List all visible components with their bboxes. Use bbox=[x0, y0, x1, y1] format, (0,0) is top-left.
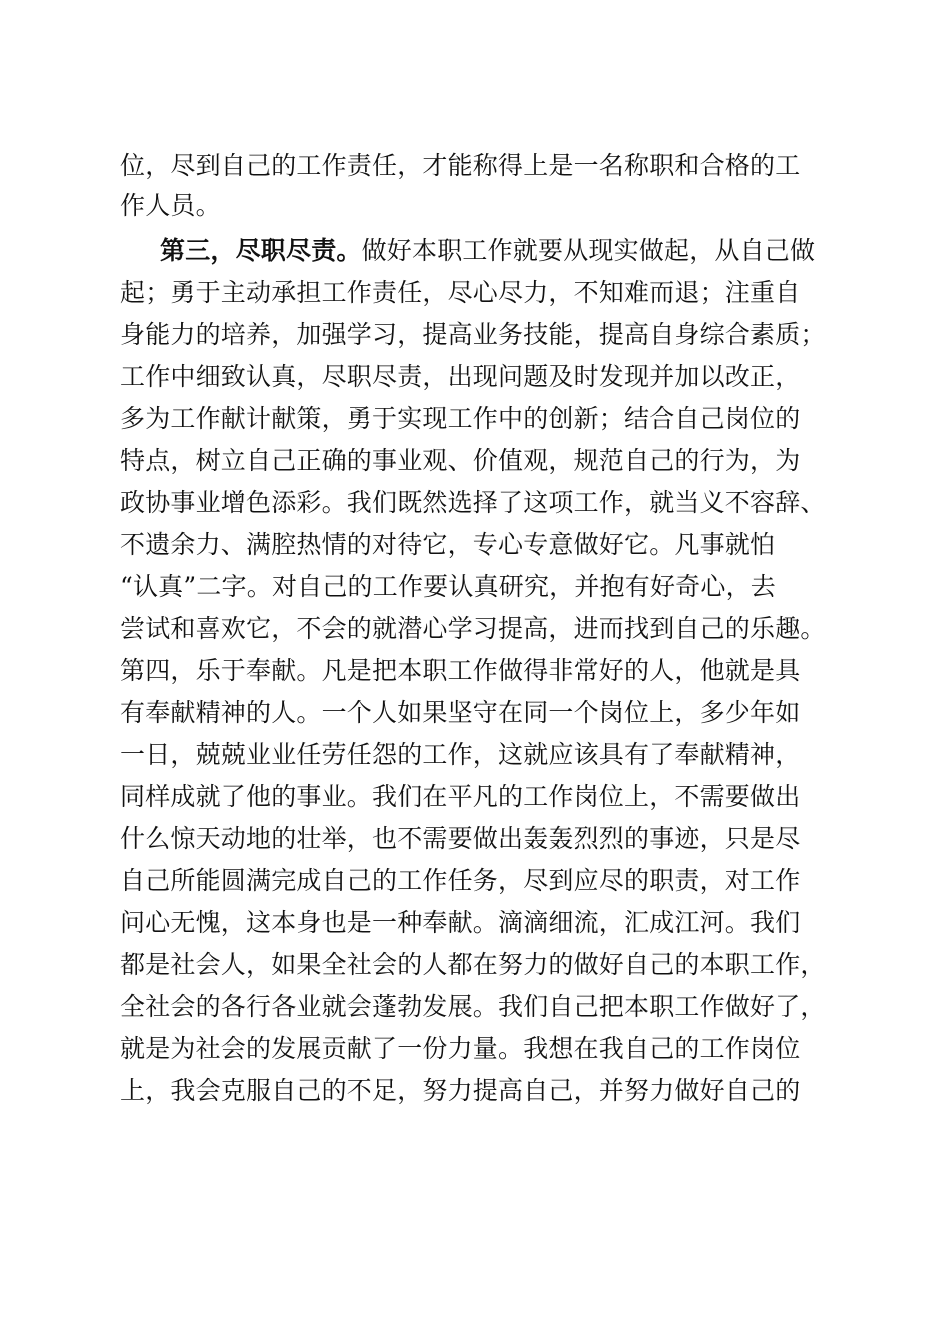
text-line: 上，我会克服自己的不足，努力提高自己，并努力做好自己的 bbox=[120, 1076, 801, 1105]
text-line: 特点，树立自己正确的事业观、价值观，规范自己的行为，为 bbox=[120, 446, 801, 475]
text-line: 第四，乐于奉献。凡是把本职工作做得非常好的人，他就是具 bbox=[120, 656, 801, 685]
text-line: 不遗余力、满腔热情的对待它，专心专意做好它。凡事就怕 bbox=[120, 530, 776, 559]
text-line: 问心无愧，这本身也是一种奉献。滴滴细流，汇成江河。我们 bbox=[120, 908, 801, 937]
paragraph-start-line bbox=[160, 231, 840, 271]
text-line: 多为工作献计献策，勇于实现工作中的创新；结合自己岗位的 bbox=[120, 404, 801, 433]
text-line: 什么惊天动地的壮举，也不需要做出轰轰烈烈的事迹，只是尽 bbox=[120, 824, 801, 853]
text-line: 作人员。 bbox=[120, 191, 221, 220]
text-line: “认真”二字。对自己的工作要认真研究，并抱有好奇心，去 bbox=[120, 572, 776, 601]
text-line: 自己所能圆满完成自己的工作任务，尽到应尽的职责，对工作 bbox=[120, 866, 801, 895]
text-line: 同样成就了他的事业。我们在平凡的工作岗位上，不需要做出 bbox=[120, 782, 801, 811]
text-line: 位，尽到自己的工作责任，才能称得上是一名称职和合格的工 bbox=[120, 151, 801, 180]
text-line: 工作中细致认真，尽职尽责，出现问题及时发现并加以改正， bbox=[120, 362, 801, 391]
text-line: 有奉献精神的人。一个人如果坚守在同一个岗位上，多少年如 bbox=[120, 698, 801, 727]
text-line: 政协事业增色添彩。我们既然选择了这项工作，就当义不容辞、 bbox=[120, 488, 826, 517]
text-line: 就是为社会的发展贡献了一份力量。我想在我自己的工作岗位 bbox=[120, 1034, 801, 1063]
text-line: 都是社会人，如果全社会的人都在努力的做好自己的本职工作， bbox=[120, 950, 826, 979]
text-line: 一日，兢兢业业任劳任怨的工作，这就应该具有了奉献精神， bbox=[120, 740, 801, 769]
text-line: 起；勇于主动承担工作责任，尽心尽力，不知难而退；注重自 bbox=[120, 278, 801, 307]
text-run: 做好本职工作就要从现实做起，从自己做 bbox=[361, 236, 816, 265]
section-heading: 第三，尽职尽责。 bbox=[160, 236, 362, 265]
text-line: 全社会的各行各业就会蓬勃发展。我们自己把本职工作做好了， bbox=[120, 992, 826, 1021]
text-line: 尝试和喜欢它，不会的就潜心学习提高，进而找到自己的乐趣。 bbox=[120, 614, 826, 643]
text-line: 身能力的培养，加强学习，提高业务技能，提高自身综合素质； bbox=[120, 320, 826, 349]
